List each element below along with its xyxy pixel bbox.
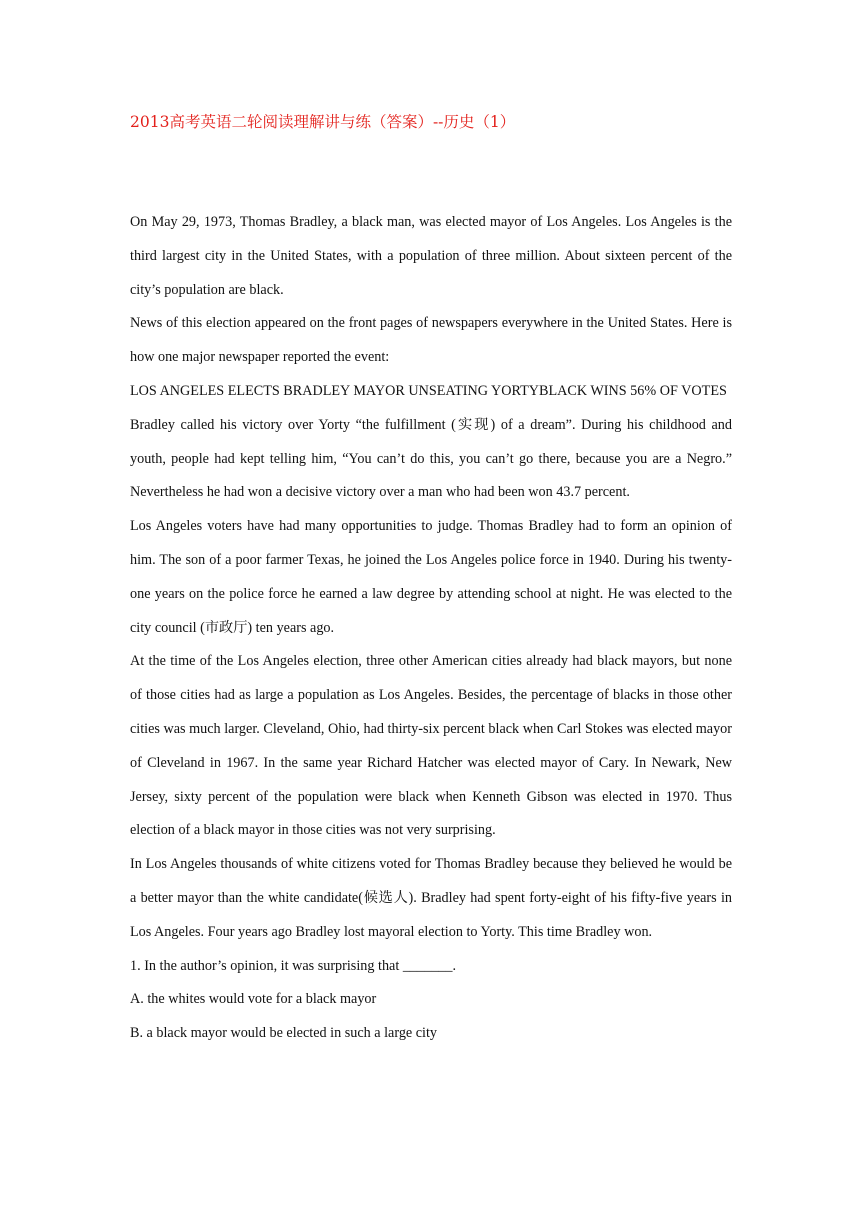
question-option-a: A. the whites would vote for a black mayor — [130, 991, 377, 1008]
paragraph-headline: LOS ANGELES ELECTS BRADLEY MAYOR UNSEATING YORTYBLACK WINS 56% OF VOTES — [130, 382, 727, 399]
document-title: 2013高考英语二轮阅读理解讲与练（答案）--历史（1） — [130, 113, 516, 131]
paragraph-5: At the time of the Los Angeles election, three other American cities already had black mayors, but none of those cities had as large a population as Los Angeles. Besides, the percentage of blacks in those other cities was much larger. Cleveland, Ohio, had thirty-six percent black when Carl Stokes was elected mayor of Cleveland in 1967. In the same year Richard Hatcher was elected mayor of Cary. In Newark, New Jersey, sixty percent of the population were black when Kenneth Gibson was elected in 1970. Thus election of a black mayor in those cities was not very surprising. — [130, 653, 732, 839]
passage — [130, 206, 732, 1051]
question-stem: 1. In the author’s opinion, it was surprising that _______. — [130, 957, 457, 974]
paragraph-6: In Los Angeles thousands of white citizens voted for Thomas Bradley because they believed he would be a better mayor than the white candidate(候选人). Bradley had spent forty-eight of his fifty-five years in Los Angeles. Four years ago Bradley lost mayoral election to Yorty. This time Bradley won. — [130, 856, 732, 940]
paragraph-2: News of this election appeared on the front pages of newspapers everywhere in the United States. Here is how one major newspaper reported the event: — [130, 315, 732, 366]
paragraph-4: Los Angeles voters have had many opportunities to judge. Thomas Bradley had to form an opinion of him. The son of a poor farmer Texas, he joined the Los Angeles police force in 1940. During his twenty-one years on the police force he earned a law degree by attending school at night. He was elected to the city council (市政厅) ten years ago. — [130, 518, 732, 636]
question-option-b: B. a black mayor would be elected in such a large city — [130, 1025, 438, 1042]
paragraph-3: Bradley called his victory over Yorty “the fulfillment (实现) of a dream”. During his childhood and youth, people had kept telling him, “You can’t do this, you can’t go there, because you are a Negro.” Nevertheless he had won a decisive victory over a man who had been won 43.7 percent. — [130, 416, 732, 501]
paragraph-1: On May 29, 1973, Thomas Bradley, a black man, was elected mayor of Los Angeles. Los Angeles is the third largest city in the United States, with a population of three million. About sixteen percent of the city’s population are black. — [130, 214, 732, 298]
